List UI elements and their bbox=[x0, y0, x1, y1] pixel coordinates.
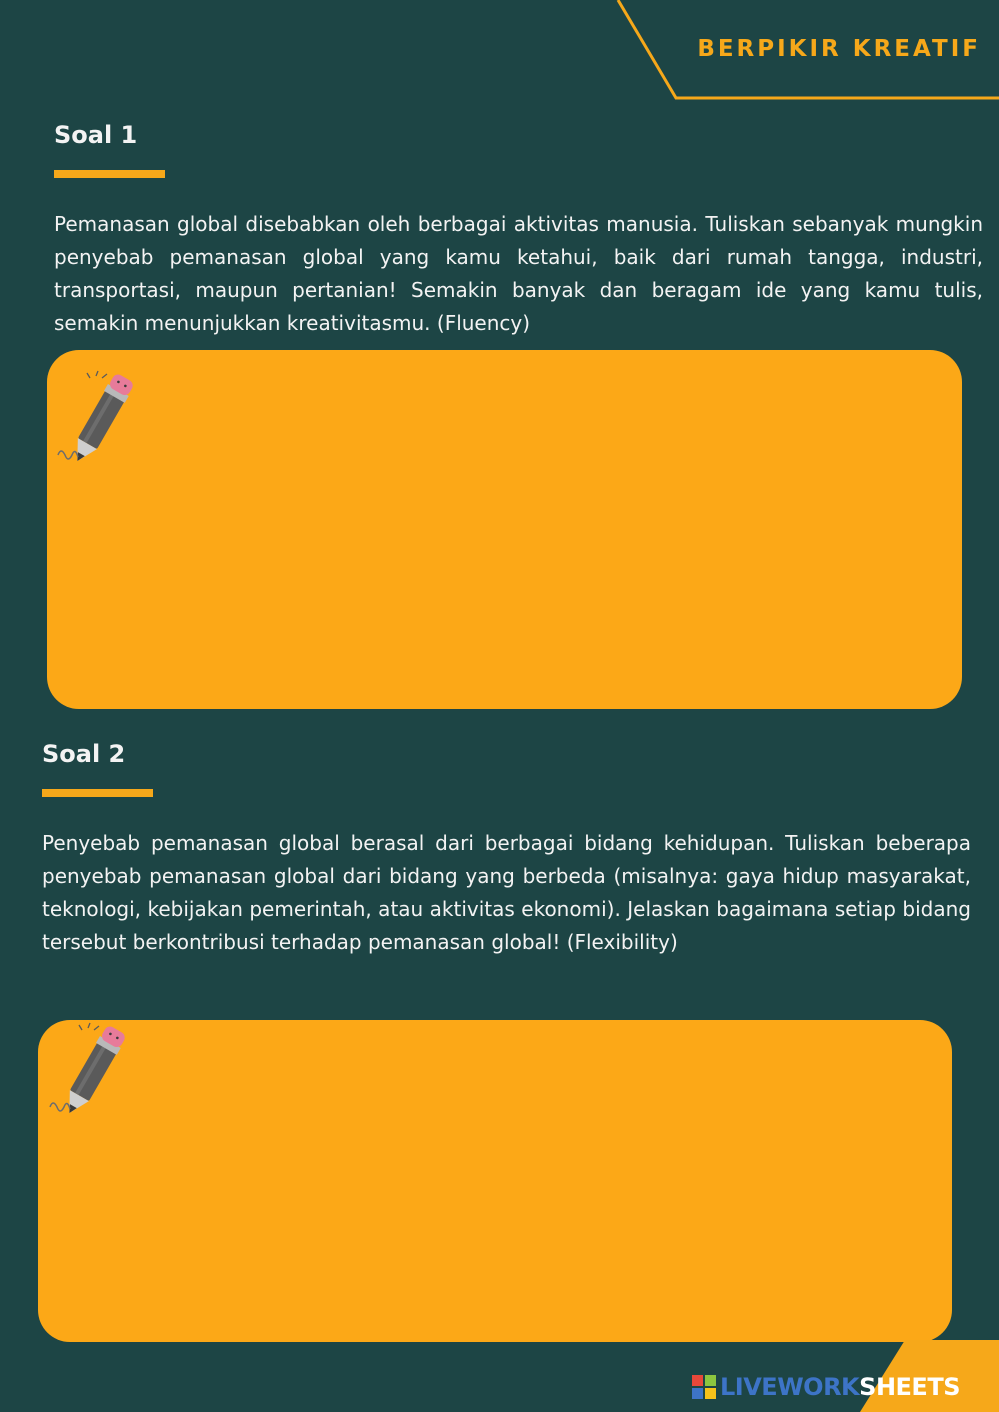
answer-box-1[interactable] bbox=[47, 350, 962, 709]
question-1-text: Pemanasan global disebabkan oleh berbagai aktivitas manusia. Tuliskan sebanyak mungkin penyebab pemanasan global yang kamu ketahui, baik dari rumah tangga, industri, transportasi, maupun pertanian! Semakin banyak dan beragam ide yang kamu tulis, semakin menunjukkan kreativitasmu. (Fluency) bbox=[54, 212, 983, 335]
question-2-text: Penyebab pemanasan global berasal dari berbagai bidang kehidupan. Tuliskan beberapa penyebab pemanasan global dari bidang yang berbeda (misalnya: gaya hidup masyarakat, teknologi, kebijakan pemerintah, atau aktivitas ekonomi). Jelaskan bagaimana setiap bidang tersebut berkontribusi terhadap pemanasan global! (Flexibility) bbox=[42, 831, 971, 954]
page-header-title: BERPIKIR KREATIF bbox=[697, 36, 981, 62]
question-1-underline bbox=[54, 170, 165, 178]
liveworksheets-logo-icon bbox=[692, 1375, 716, 1399]
pencil-icon bbox=[44, 1022, 134, 1132]
pencil-icon bbox=[52, 370, 142, 480]
logo-text-sheets: SHEETS bbox=[859, 1373, 960, 1401]
answer-box-2[interactable] bbox=[38, 1020, 952, 1342]
question-1-title: Soal 1 bbox=[54, 121, 138, 149]
question-2-underline bbox=[42, 789, 153, 797]
liveworksheets-logo[interactable] bbox=[692, 1372, 960, 1402]
question-2-title: Soal 2 bbox=[42, 740, 126, 768]
logo-text-livework: LIVEWORK bbox=[720, 1373, 860, 1401]
